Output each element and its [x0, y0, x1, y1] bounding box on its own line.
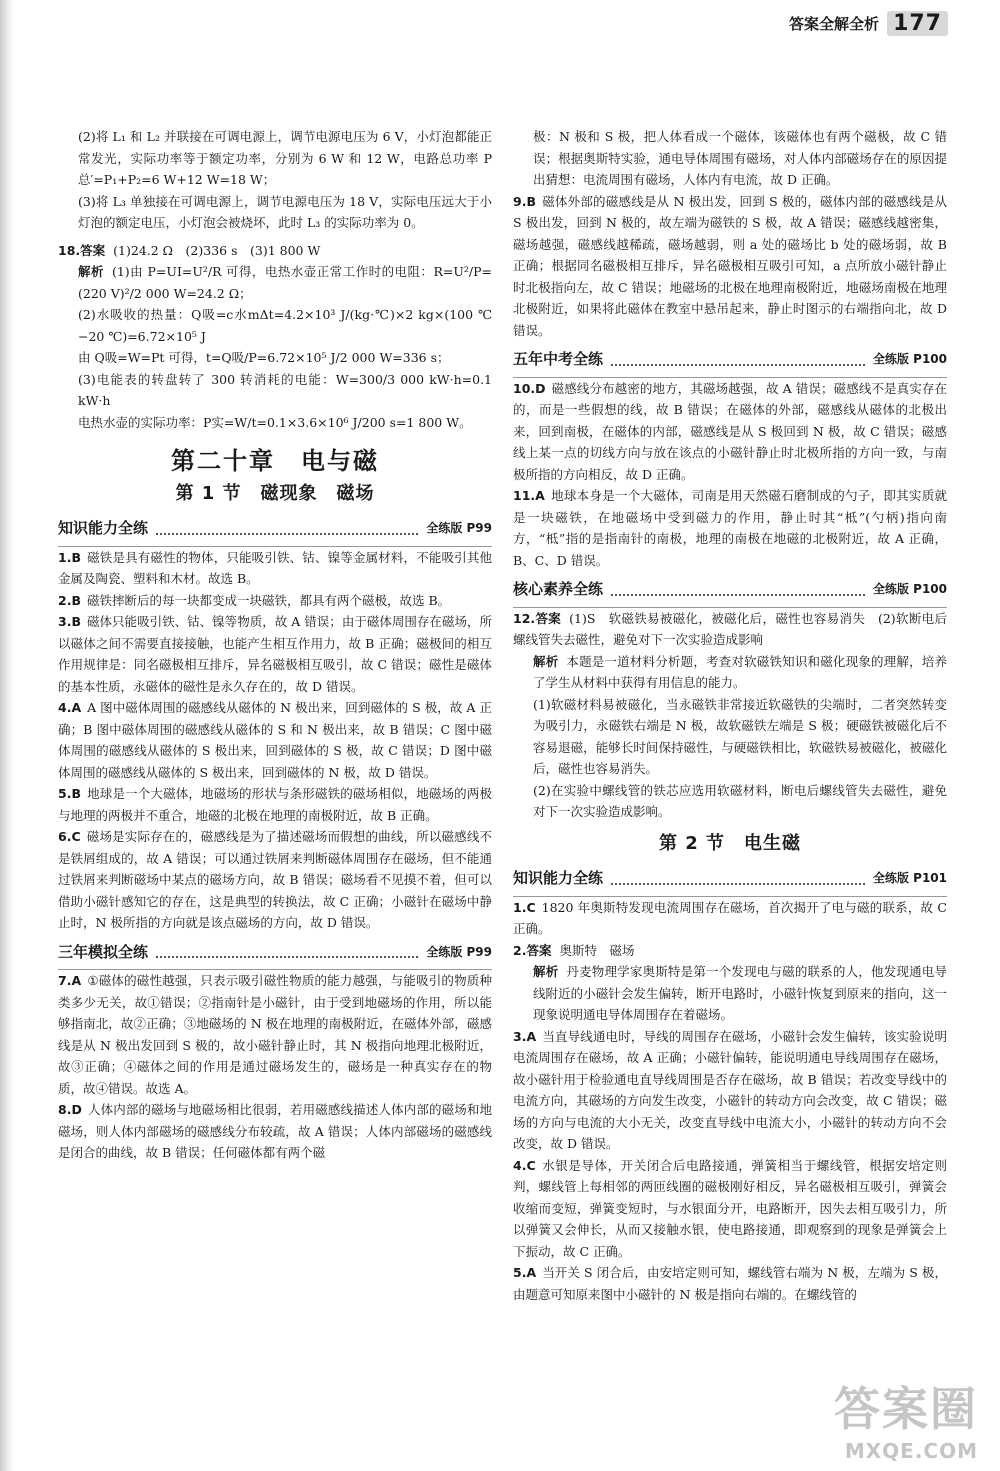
answer-item: 11.A 地球本身是一个大磁体，司南是用天然磁石磨制成的勺子，即其实质就是一块磁铁，在地磁场中受到磁力的作用，静止时其“柢”(勺柄)指向南方，“柢”指的是指南针的南极，地理的南极在地磁的北极附近，故 A 正确，B、C、D 错误。	[513, 488, 947, 568]
answer-item: 4.A A 图中磁体周围的磁感线从磁体的 N 极出来，回到磁体的 S 极，故 A 正确；B 图中磁体周围的磁感线从磁体的 S 和 N 极出来，故 B 错误；C 图中磁体周围的磁感线从磁体的 S 极出来，回到磁体的 S 极，故 C 错误；D 图中磁体周围的磁感线从磁体的 S 极出来，回到磁体的 N 极，故 D 错误。	[58, 700, 492, 780]
answer-item: 7.A ①磁体的磁性越强，只表示吸引磁性物质的能力越强，与能吸引的物质种类多少无关，故①错误；②指南针是小磁针，由于受到地磁场的作用，所以能够指南北，故②正确；③地磁场的 N 极在地理的南极附近，在磁体外部，磁感线是从 N 极出发回到 S 极的，故小磁针静止时，其 N 极指向地理北极附近，故③正确；④磁体之间的作用是通过磁场发生的，磁场是一种真实存在的物质，故④错误。故选 A。	[58, 973, 492, 1096]
q18-analysis-1: 解析 (1)由 P=UI=U²/R 可得，电热水壶正常工作时的电阻：R=U²/P=(220 V)²/2 000 W=24.2 Ω；	[78, 264, 492, 301]
section-exam-5yr	[513, 349, 947, 371]
right-column	[513, 126, 947, 1305]
q12-answer: 12.答案 (1)S 软磁铁易被磁化，被磁化后，磁性也容易消失 (2)软断电后螺线管失去磁性，避免对下一次实验造成影响	[513, 610, 947, 647]
section-ref: 全练版 P101	[872, 871, 947, 885]
answer-item: 4.C 水银是导体，开关闭合后电路接通，弹簧相当于螺线管，根据安培定则判，螺线管上每相邻的两匝线圈的磁极刚好相反，异名磁极相互吸引，弹簧会收缩而变短，弹簧变短时，与水银面分开，电路断开，因失去相互吸引力，所以弹簧又会伸长，从而又接触水银，使电路接通，即观察到的现象是弹簧会上下振动，故 C 正确。	[513, 1157, 947, 1259]
left-column	[58, 126, 492, 1164]
q2-analysis: 解析 丹麦物理学家奥斯特是第一个发现电与磁的联系的人，他发现通电导线附近的小磁针会发生偏转，断开电路时，小磁针恢复到原来的指向，这一现象说明通电导体周围存在着磁场。	[533, 964, 947, 1022]
lesson-1-title: 第 1 节 磁现象 磁场	[175, 482, 375, 504]
q18-analysis-5: 电热水壶的实际功率：P实=W/t=0.1×3.6×10⁶ J/200 s=1 800 W。	[78, 414, 472, 430]
page-spine-shadow	[0, 0, 14, 1471]
section-knowledge-1	[58, 518, 492, 540]
page-header	[789, 8, 948, 38]
lesson-2-title: 第 2 节 电生磁	[658, 832, 802, 854]
header-title: 答案全解全析	[789, 14, 880, 33]
section-title: 核心素养全练	[513, 580, 604, 598]
section-ref: 全练版 P99	[426, 944, 492, 959]
page-number: 177	[887, 11, 948, 36]
q8-continued: 极：N 极和 S 极，把人体看成一个磁体，该磁体也有两个磁极，故 C 错误；根据奥斯特实验，通电导体周围有磁场，对人体内部磁场存在的原因提出猜想：电流周围有磁场，人体内有电流，故 D 正确。	[533, 129, 947, 187]
q18-number: 18.答案	[58, 242, 106, 258]
answer-item: 2.B 磁铁摔断后的每一块都变成一块磁铁，都具有两个磁极，故选 B。	[58, 592, 451, 608]
section-ref: 全练版 P99	[426, 521, 492, 535]
q18-analysis-4: (3)电能表的转盘转了 300 转消耗的电能：W=300/3 000 kW·h=0.1 kW·h	[78, 371, 492, 408]
q17-part2: (2)将 L₁ 和 L₂ 并联接在可调电源上，调节电源电压为 6 V，小灯泡都能正常发光，实际功率等于额定功率，分别为 6 W 和 12 W，电路总功率 P总′=P₁+P₂=6 W+12 W=18 W；	[78, 129, 492, 187]
q12-part1: (1)软磁材料易被磁化，当永磁铁非常接近软磁铁的尖端时，二者突然转变为吸引力，永磁铁右端是 N 极，故软磁铁左端是 S 极；硬磁铁被磁化后不容易退磁，能够长时间保持磁性，与硬磁铁相比，软磁铁易被磁化，被磁化后，磁性也容易消失。	[533, 696, 947, 776]
q18-analysis-2: (2)水吸收的热量：Q吸=c水mΔt=4.2×10³ J/(kg·℃)×2 kg×(100 ℃−20 ℃)=6.72×10⁵ J	[78, 307, 492, 344]
section-ref: 全练版 P100	[872, 582, 947, 596]
section-ref: 全练版 P100	[872, 352, 947, 366]
watermark-domain: MXQE.COM	[844, 1439, 978, 1463]
section-title: 五年中考全练	[513, 350, 604, 368]
answer-item: 10.D 磁感线分布越密的地方，其磁场越强，故 A 错误；磁感线不是真实存在的，而是一些假想的线，故 B 错误；在磁体的外部，磁感线从磁体的北极出来，回到南极，在磁体的内部，磁感线是从 S 极回到 N 极，故 C 错误；磁感线上某一点的切线方向与放在该点的小磁针静止时北极所指的方向一致，与南极所指的方向相反，故 D 正确。	[513, 380, 947, 482]
watermark-text: 答案圈	[834, 1382, 978, 1436]
watermark-logo	[834, 1373, 978, 1463]
q17-part3: (3)将 L₃ 单独接在可调电源上，调节电源电压为 18 V，实际电压远大于小灯泡的额定电压，小灯泡会被烧坏，此时 L₃ 的实际功率为 0。	[78, 193, 492, 230]
answer-item: 1.C 1820 年奥斯特发现电流周围存在磁场，首次揭开了电与磁的联系，故 C 正确。	[513, 899, 947, 936]
section-knowledge-2	[513, 868, 947, 890]
answer-item: 8.D 人体内部的磁场与地磁场相比很弱，若用磁感线描述人体内部的磁场和地磁场，则人体内部磁场的磁感线分布较疏，故 A 错误；人体内部磁场的磁感线是闭合的曲线，故 B 错误；任何磁体都有两个磁	[58, 1102, 492, 1160]
q12-part2: (2)在实验中螺线管的铁芯应选用软磁材料，断电后螺线管失去磁性，避免对下一次实验造成影响。	[533, 782, 947, 819]
q2-answer: 2.答案 奥斯特 磁场	[513, 942, 635, 958]
section-title: 知识能力全练	[513, 869, 604, 887]
section-title: 三年模拟全练	[58, 942, 149, 961]
answer-item: 9.B 磁体外部的磁感线是从 N 极出发，回到 S 极的，磁体内部的磁感线是从 S 极出发，回到 N 极的，故左端为磁铁的 S 极，故 A 错误；磁感线越密集，磁场越强，磁感线越稀疏，磁场越弱，则 a 处的磁场比 b 处的磁场弱，故 B 正确；根据同名磁极相互排斥，异名磁极相互吸引可知，a 点所放小磁针静止时北极指向左，故 C 错误；地磁场的北极在地理南极附近，地磁场南极在地理北极附近，如果将此磁体在教室中悬吊起来，静止时图示的右端指向北，故 D 错误。	[513, 193, 947, 338]
answer-item: 6.C 磁场是实际存在的，磁感线是为了描述磁场而假想的曲线，所以磁感线不是铁屑组成的，故 A 错误；可以通过铁屑来判断磁体周围存在磁场，但不能通过铁屑来判断磁场中某点的磁场方向，故 B 错误；磁场看不见摸不着，但可以借助小磁针感知它的存在，这是典型的转换法，故 C 正确；小磁针在磁场中静止时，N 极所指的方向就是该点磁场的方向，故 D 错误。	[58, 829, 492, 930]
section-mock-3yr	[58, 942, 492, 964]
answer-item: 3.B 磁体只能吸引铁、钴、镍等物质，故 A 错误；由于磁体周围存在磁场，所以磁体之间不需要直接接触，也能产生相互作用力，故 B 正确；磁极间的相互作用规律是：同名磁极相互排斥，异名磁极相互吸引，故 C 错误；磁性是磁体的基本性质，永磁体的磁性是永久存在的，故 D 错误。	[58, 614, 492, 694]
q18-analysis-label: 解析	[78, 264, 104, 279]
chapter-title: 第二十章 电与磁	[171, 447, 379, 475]
q18-analysis-3: 由 Q吸=W=Pt 可得，t=Q吸/P=6.72×10⁵ J/2 000 W=336 s；	[78, 350, 450, 365]
answer-item: 3.A 当直导线通电时，导线的周围存在磁场，小磁针会发生偏转，该实验说明电流周围存在磁场，故 A 正确；小磁针偏转，能说明通电导线周围存在磁场，故小磁针用于检验通电直导线周围是否存在磁场，故 B 错误；若改变导线中的电流方向，其磁场的方向发生改变，小磁针的转动方向会改变，故 C 错误；磁场的方向与电流的大小无关，改变直导线中电流大小，小磁针的转动方向不会改变，故 D 错误。	[513, 1028, 947, 1151]
section-title: 知识能力全练	[58, 519, 149, 537]
q12-analysis: 解析 本题是一道材料分析题，考查对软磁铁知识和磁化现象的理解，培养了学生从材料中获得有用信息的能力。	[533, 653, 947, 690]
q18-answer: 18.答案 (1)24.2 Ω (2)336 s (3)1 800 W	[58, 242, 321, 258]
answer-item: 5.A 当开关 S 闭合后，由安培定则可知，螺线管右端为 N 极，左端为 S 极，由题意可知原来图中小磁针的 N 极是指向右端的。在螺线管的	[513, 1265, 947, 1302]
answer-item: 1.B 磁铁是具有磁性的物体，只能吸引铁、钴、镍等金属材料，不能吸引其他金属及陶瓷、塑料和木材。故选 B。	[58, 549, 492, 586]
section-core-literacy	[513, 579, 947, 601]
answer-item: 5.B 地球是一个大磁体，地磁场的形状与条形磁铁的磁场相似，地磁场的两极与地理的两极并不重合，地磁的北极在地理的南极附近，故 B 正确。	[58, 786, 492, 823]
